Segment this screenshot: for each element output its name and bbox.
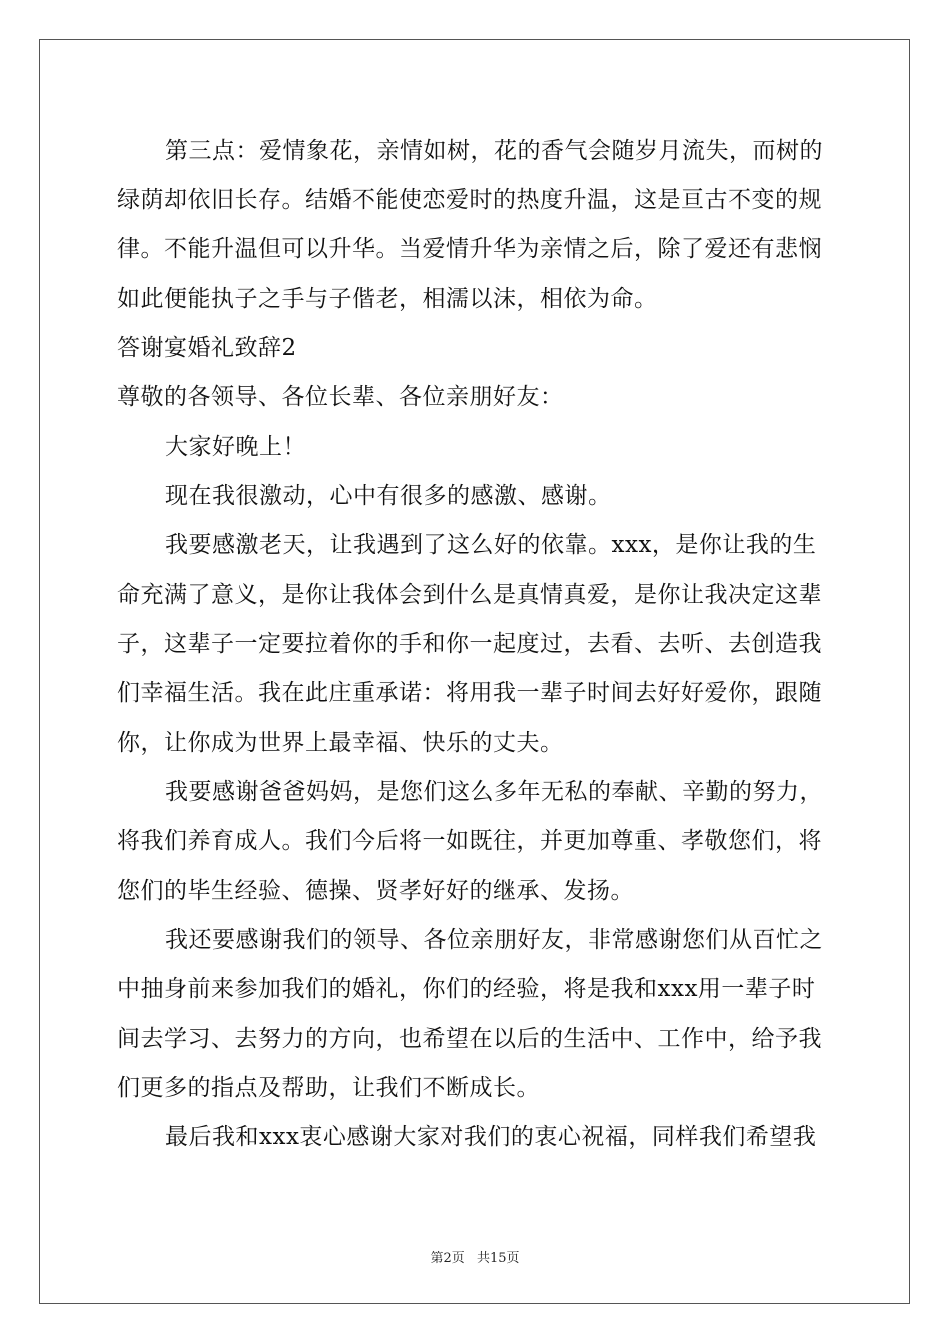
paragraph-line: 将我们养育成人。我们今后将一如既往，并更加尊重、孝敬您们，将	[117, 828, 822, 854]
greeting: 大家好晚上！	[165, 434, 306, 460]
paragraph-line: 最后我和xxx衷心感谢大家对我们的衷心祝福，同样我们希望我	[165, 1124, 817, 1150]
salutation: 尊敬的各领导、各位长辈、各位亲朋好友：	[117, 384, 564, 410]
paragraph-line: 们幸福生活。我在此庄重承诺：将用我一辈子时间去好好爱你，跟随	[117, 680, 822, 706]
paragraph-line: 们更多的指点及帮助，让我们不断成长。	[117, 1075, 540, 1101]
paragraph-line: 现在我很激动，心中有很多的感激、感谢。	[165, 483, 612, 509]
page-footer	[0, 1247, 950, 1266]
paragraph-line: 你，让你成为世界上最幸福、快乐的丈夫。	[117, 730, 564, 756]
paragraph-line: 我要感激老天，让我遇到了这么好的依靠。xxx，是你让我的生	[165, 532, 817, 558]
paragraph-line: 第三点：爱情象花，亲情如树，花的香气会随岁月流失，而树的	[165, 138, 823, 164]
paragraph-line: 子，这辈子一定要拉着你的手和你一起度过，去看、去听、去创造我	[117, 631, 822, 657]
paragraph-line: 间去学习、去努力的方向，也希望在以后的生活中、工作中，给予我	[117, 1026, 822, 1052]
section-title: 答谢宴婚礼致辞2	[117, 335, 297, 361]
paragraph-line: 律。不能升温但可以升华。当爱情升华为亲情之后，除了爱还有悲悯	[117, 236, 822, 262]
paragraph-line: 中抽身前来参加我们的婚礼，你们的经验，将是我和xxx用一辈子时	[117, 976, 816, 1002]
page-total: 共15页	[476, 1251, 520, 1266]
paragraph-line: 绿荫却依旧长存。结婚不能使恋爱时的热度升温，这是亘古不变的规	[117, 187, 822, 213]
paragraph-line: 我要感谢爸爸妈妈，是您们这么多年无私的奉献、辛勤的努力，	[165, 779, 823, 805]
paragraph-line: 您们的毕生经验、德操、贤孝好好的继承、发扬。	[117, 878, 634, 904]
paragraph-line: 我还要感谢我们的领导、各位亲朋好友，非常感谢您们从百忙之	[165, 927, 823, 953]
paragraph-line: 命充满了意义，是你让我体会到什么是真情真爱，是你让我决定这辈	[117, 582, 822, 608]
paragraph-line: 如此便能执子之手与子偕老，相濡以沫，相依为命。	[117, 286, 658, 312]
page-number: 第2页	[430, 1251, 465, 1266]
page-border	[39, 39, 910, 1304]
